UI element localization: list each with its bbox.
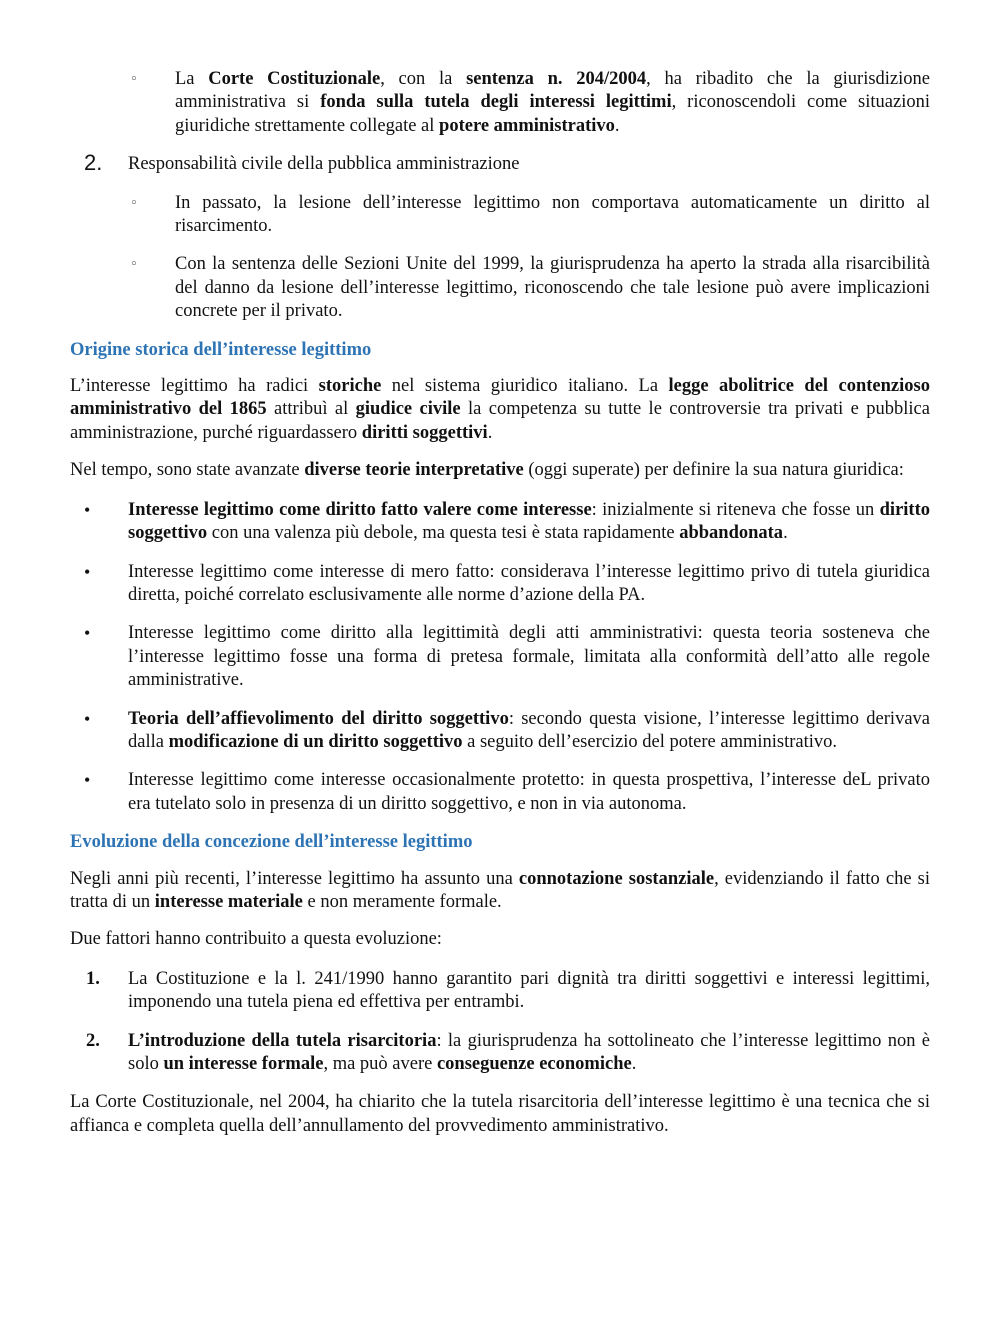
text-run: Negli anni più recenti, l’interesse legittimo ha assunto una [70,868,519,889]
bullet-icon: • [84,499,91,520]
bullet-icon: • [84,770,91,791]
bold-run: diritto soggettivo [128,499,930,544]
text-run: . [631,1054,637,1074]
text-run: La [175,69,209,89]
text-run: Interesse legittimo come diritto alla legittimità degli atti amministrativi: questa teoria sosteneva che l’interesse legittimo fosse una forma di pretesa formale, limitata alla conformità dell’atto alle regole amministrative. [128,623,930,691]
numbered-item-responsabilita [70,150,930,176]
bold-run: Corte Costituzionale [208,69,381,89]
bullet-icon: • [84,708,91,729]
section-heading-origine: Origine storica dell’interesse legittimo [70,339,372,360]
hollow-bullet-icon: ◦ [130,257,138,273]
bullet-icon: • [84,623,91,644]
bold-run: Interesse legittimo come diritto fatto valere come interesse [128,499,592,520]
bold-run: L’introduzione della tutela risarcitoria [128,1030,437,1051]
text-run: . [783,523,788,544]
bullet-item [70,769,930,816]
text-run: Interesse legittimo come interesse di mero fatto: considerava l’interesse legittimo privo di tutela giuridica diretta, poiché correlato esclusivamente alle norme d’azione della PA. [128,561,930,605]
text-run: Interesse legittimo come interesse occasionalmente protetto: in questa prospettiva, l’interesse deL privato era tutelato solo in presenza di un diritto soggettivo, e non in via autonoma. [128,770,930,814]
text-run: Nel tempo, sono state avanzate [70,460,305,481]
bold-run: legge abolitrice del contenzioso amministrativo del 1865 [70,376,930,420]
text-run: , con la [380,69,467,89]
text-run: . [487,422,493,443]
text-run: , riconoscendoli come situazioni giuridiche strettamente collegate al [175,92,930,136]
text-run: nel sistema giuridico italiano. La [381,376,669,397]
text-run: con una valenza più debole, ma questa tesi è stata rapidamente [207,523,680,544]
text-run: In passato, la lesione dell’interesse legittimo non comportava automaticamente un diritto al risarcimento. [175,192,930,237]
bullet-item [70,499,930,546]
text-run: : secondo questa visione, l’interesse legittimo derivava dalla [128,708,930,752]
text-run: a seguito dell’esercizio del potere amministrativo. [462,731,838,752]
bold-run: diritti soggettivi [361,422,488,443]
bold-run: sentenza n. 204/2004 [466,69,647,89]
bold-run: conseguenze economiche [436,1054,632,1074]
hollow-bullet-icon: ◦ [130,195,138,211]
bullet-item [70,708,930,755]
paragraph-fattori: Due fattori hanno contribuito a questa evoluzione: [70,929,442,950]
text-run: (oggi superate) per definire la sua natura giuridica: [523,460,904,481]
text-run: e non meramente formale. [302,891,502,912]
sub-list-item-passato [70,192,930,239]
numbered-item-costituzione [70,968,930,1015]
paragraph-origine [70,375,930,445]
bullet-item [70,622,930,692]
text-run: , evidenziando il fatto che si tratta di un [70,868,930,912]
text-run: la competenza su tutte le controversie tra privati e pubblica amministrazione, purché riguardassero [70,399,930,443]
paragraph-connotazione [70,868,930,915]
bold-run: abbandonata [679,523,784,544]
text-run: , ma può avere [323,1054,437,1074]
text-run: , ha ribadito che la giurisdizione amministrativa si [175,69,930,113]
bold-run: storiche [318,376,382,397]
text-run: La Costituzione e la l. 241/1990 hanno garantito pari dignità tra diritti soggettivi e interessi legittimi, imponendo una tutela piena ed effettiva per entrambi. [128,968,930,1013]
paragraph-conclusione: La Corte Costituzionale, nel 2004, ha chiarito che la tutela risarcitoria dell’interesse legittimo è una tecnica che si affianca e completa quella dell’annullamento del provvedimento amministrativo. [70,1092,930,1136]
bullet-icon: • [84,561,91,582]
bold-run: interesse materiale [154,891,303,912]
sub-list-item-sezioni-unite [70,253,930,323]
list-number: 2. [84,150,103,176]
bold-run: fonda sulla tutela degli interessi legittimi [320,92,672,113]
text-run: : inizialmente si riteneva che fosse un [591,499,880,520]
bold-run: potere amministrativo [439,115,615,136]
text-run: : la giurisprudenza ha sottolineato che l’interesse legittimo non è solo [128,1030,931,1074]
bold-run: giudice civile [355,399,461,420]
text-run: . [614,115,620,136]
text-run: attribuì al [266,399,356,420]
document-page [70,68,930,1152]
bold-run: connotazione sostanziale [518,868,715,889]
sub-list-item-corte [70,68,930,138]
list-item-title: Responsabilità civile della pubblica amministrazione [128,154,520,175]
bold-run: un interesse formale [163,1054,324,1074]
bold-run: Teoria dell’affievolimento del diritto soggettivo [128,708,509,729]
hollow-bullet-icon: ◦ [130,72,138,87]
bullet-item [70,561,930,608]
list-number: 1. [86,968,100,989]
paragraph-teorie [70,459,930,482]
bold-run: diverse teorie interpretative [304,460,524,481]
text-run: L’interesse legittimo ha radici [70,376,319,397]
text-run: Con la sentenza delle Sezioni Unite del 1999, la giurisprudenza ha aperto la strada alla risarcibilità del danno da lesione dell’interesse legittimo, riconoscendo che tale lesione può avere implicazioni concrete per il privato. [175,254,930,322]
section-heading-evoluzione: Evoluzione della concezione dell’interesse legittimo [70,832,473,853]
bold-run: modificazione di un diritto soggettivo [168,731,463,752]
list-number: 2. [86,1030,100,1051]
numbered-item-tutela-risarcitoria [70,1030,930,1077]
